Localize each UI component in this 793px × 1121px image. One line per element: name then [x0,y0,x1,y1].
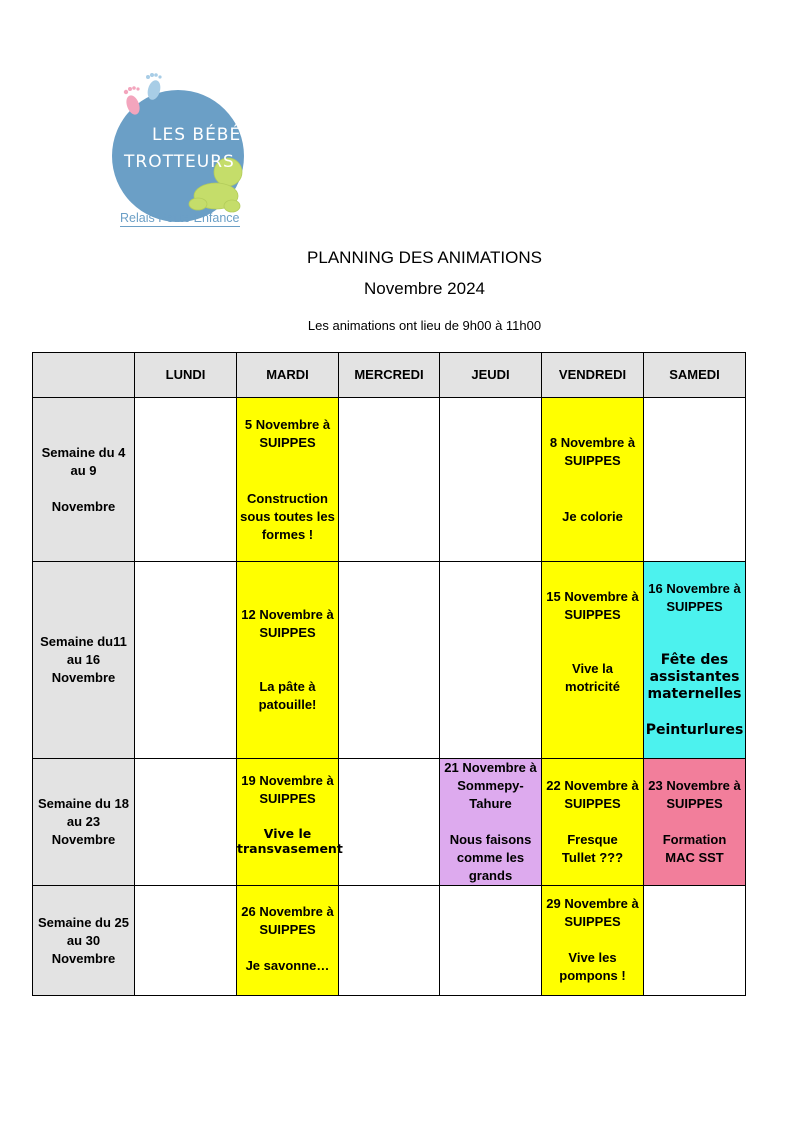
event-activity: La pâte à patouille! [258,679,317,712]
cell-vendredi [542,398,644,562]
header-empty [33,353,135,398]
week-label: Semaine du11 au 16 Novembre [33,562,135,759]
event-activity: Nous faisons comme les grands [449,832,532,883]
event-date: 26 Novembre à SUIPPES [241,904,334,937]
cell-vendredi [542,886,644,996]
logo-line2: TROTTEURS [124,152,235,172]
event-date: 12 Novembre à SUIPPES [241,607,334,640]
cell-lundi [135,886,237,996]
header-samedi: SAMEDI [644,353,746,398]
event-activity: Formation MAC SST [662,832,727,865]
event-date: 15 Novembre à SUIPPES [546,589,639,622]
event-date: 21 Novembre à Sommepy- Tahure [444,760,537,811]
event-date: 5 Novembre à SUIPPES [244,417,331,450]
week-row [33,886,746,996]
event-date: 16 Novembre à SUIPPES [648,581,741,614]
cell-lundi [135,562,237,759]
cell-jeudi [440,886,542,996]
cell-jeudi [440,759,542,886]
cell-vendredi [542,759,644,886]
cell-samedi [644,562,746,759]
cell-lundi [135,398,237,562]
cell-samedi [644,759,746,886]
event-date: 22 Novembre à SUIPPES [546,778,639,811]
cell-mardi [237,398,339,562]
cell-jeudi [440,398,542,562]
cell-mardi [237,562,339,759]
week-label: Semaine du 18 au 23 Novembre [33,759,135,886]
header-mercredi: MERCREDI [339,353,440,398]
page-title: PLANNING DES ANIMATIONS [307,248,542,267]
cell-mardi [237,759,343,886]
week-row [33,759,746,886]
cell-mercredi [339,398,440,562]
cell-jeudi [440,562,542,759]
event-activity: Je colorie [562,509,623,524]
event-activity-2: Peinturlures [645,722,744,738]
page-subtitle: Novembre 2024 [364,279,485,298]
header-row [33,353,746,398]
event-activity: Je savonne… [245,958,330,973]
cell-mardi [237,886,339,996]
cell-samedi [644,886,746,996]
event-date: 29 Novembre à SUIPPES [546,896,639,929]
event-activity: Vive la motricité [565,661,620,694]
cell-mercredi [339,886,440,996]
event-date: 23 Novembre à SUIPPES [648,778,741,811]
week-label: Semaine du 4 au 9 Novembre [33,398,135,562]
header-mardi: MARDI [237,353,339,398]
header-vendredi: VENDREDI [542,353,644,398]
event-date: 8 Novembre à SUIPPES [549,435,636,468]
week-row [33,562,746,759]
week-row [33,398,746,562]
event-activity: Construction sous toutes les formes ! [240,491,335,542]
schedule-note: Les animations ont lieu de 9h00 à 11h00 [307,318,542,333]
cell-samedi [644,398,746,562]
header-jeudi: JEUDI [440,353,542,398]
event-activity: Vive les pompons ! [559,950,626,983]
event-date: 19 Novembre à SUIPPES [241,773,334,806]
event-activity: Vive le transvasement [237,826,343,856]
event-activity: Fresque Tullet ??? [561,832,624,865]
event-activity: Fête des assistantes maternelles [647,652,742,702]
logo-line1: LES BÉBÉS [152,125,254,145]
planning-table [32,352,746,996]
week-label: Semaine du 25 au 30 Novembre [33,886,135,996]
relais-logo [108,70,258,235]
cell-vendredi [542,562,644,759]
logo-caption: Relais Petite Enfance [120,211,240,225]
cell-mercredi [339,562,440,759]
header-lundi: LUNDI [135,353,237,398]
cell-lundi [135,759,237,886]
cell-mercredi [339,759,440,886]
